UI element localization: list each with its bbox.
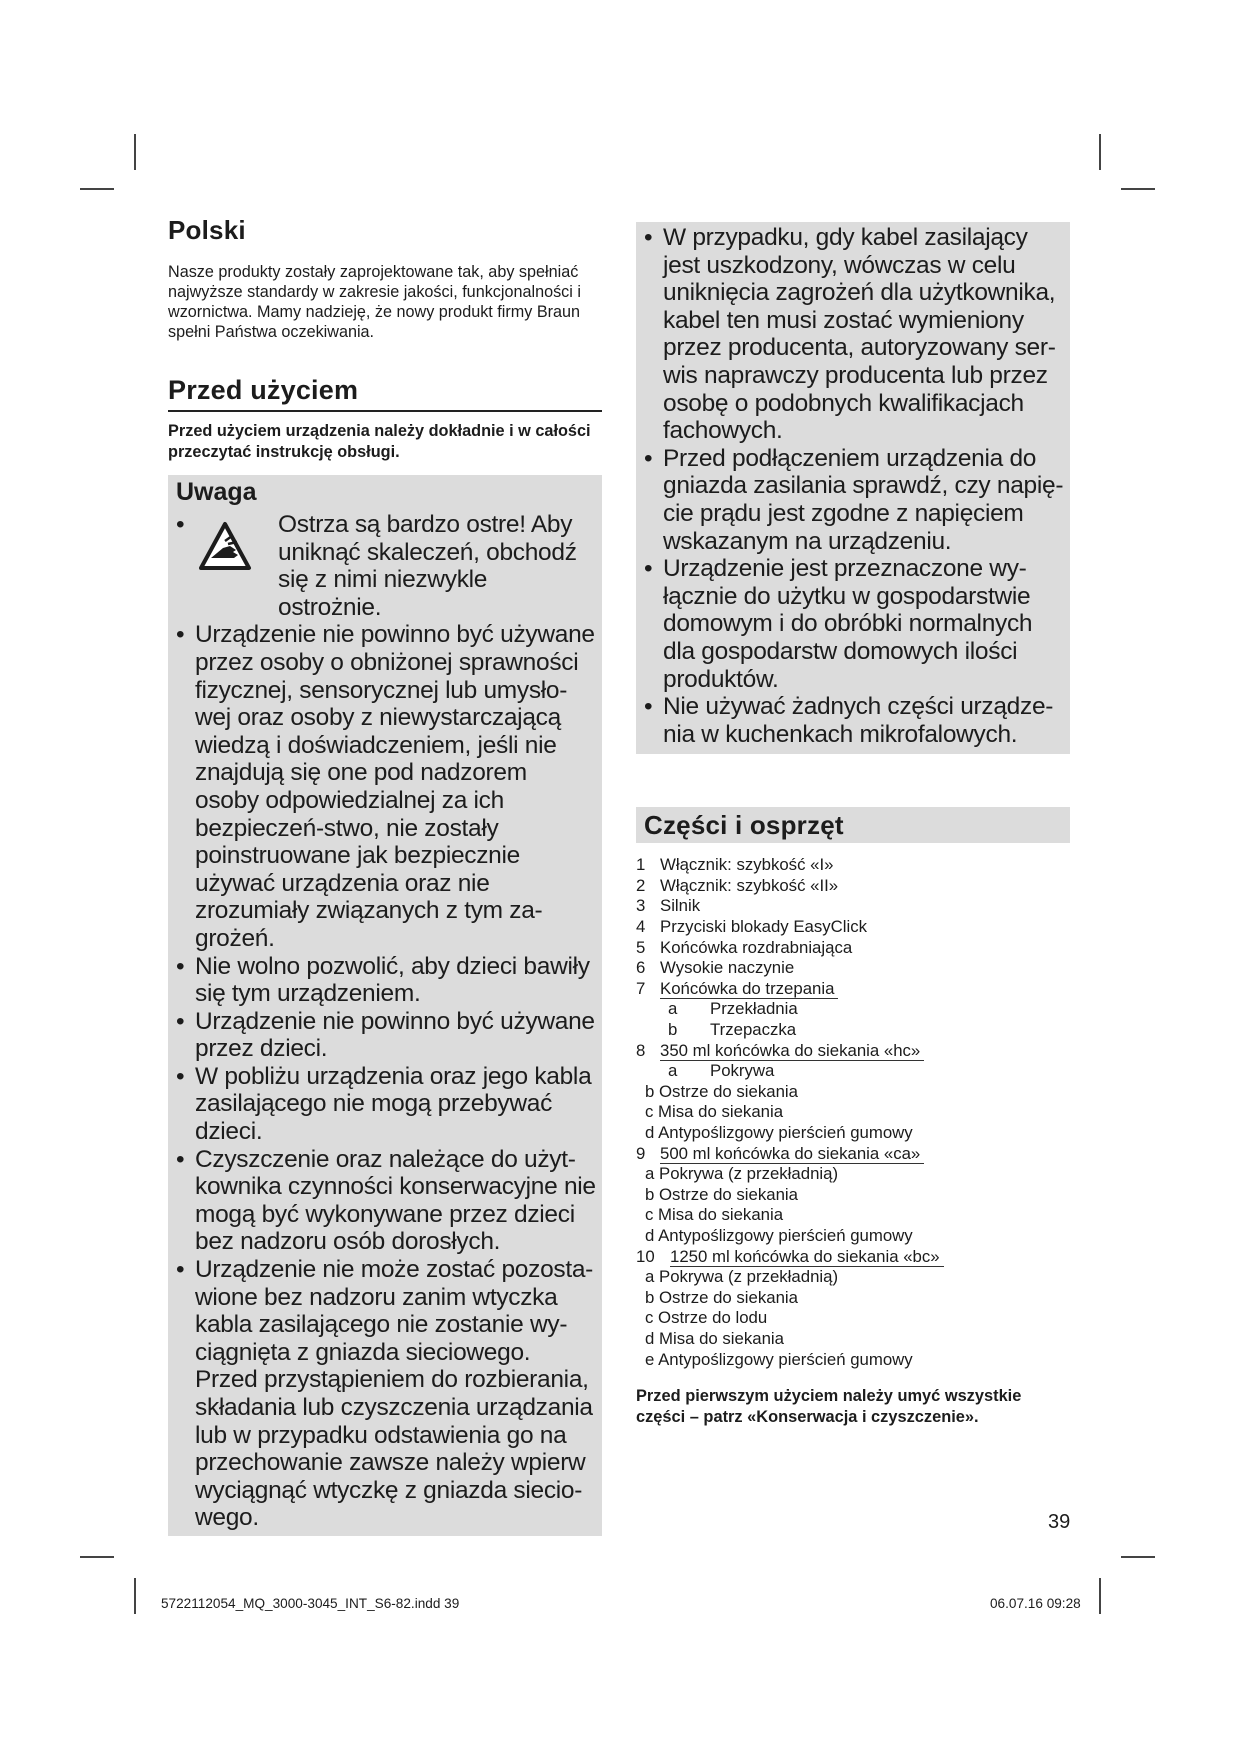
parts-row: 8 350 ml końcówka do siekania «hc»	[636, 1041, 1070, 1062]
crop-mark	[80, 188, 114, 190]
warning-item: • Nie wolno pozwolić, aby dzieci bawiły się tym urządzeniem.	[176, 953, 596, 1008]
crop-mark	[1121, 188, 1155, 190]
warning-item: • Urządzenie nie powinno być używane przez dzieci.	[176, 1008, 596, 1063]
parts-subrow: b Ostrze do siekania	[645, 1081, 798, 1101]
parts-title: Części i osprzęt	[644, 810, 844, 841]
parts-row: 4 Przyciski blokady EasyClick	[636, 917, 868, 937]
right-column	[636, 222, 1070, 1427]
parts-row: 1 Włącznik: szybkość «I»	[636, 855, 834, 875]
parts-subrow: c Misa do siekania	[645, 1205, 784, 1225]
parts-subrow: e Antypoślizgowy pierścień gumowy	[645, 1349, 913, 1369]
warning-box-continued	[636, 222, 1070, 754]
parts-row: 3 Silnik	[636, 896, 701, 916]
parts-heading	[636, 807, 1070, 843]
parts-subrow: b Ostrze do siekania	[645, 1287, 798, 1307]
warning-item: • Ostrza są bardzo ostre! Aby uniknąć skaleczeń, obchodź się z nimi niezwykle ostrożnie.	[176, 511, 577, 621]
parts-row: 2 Włącznik: szybkość «II»	[636, 875, 839, 895]
crop-mark	[1121, 1556, 1155, 1558]
left-column	[168, 215, 602, 1536]
warning-first-text: Ostrza są bardzo ostre! Aby uniknąć skaleczeń, obchodź się z nimi niezwykle ostrożnie.	[278, 511, 577, 621]
crop-mark	[80, 1556, 114, 1558]
cut-hazard-icon	[198, 521, 252, 573]
parts-row: 5 Końcówka rozdrabniająca	[636, 937, 853, 957]
before-use-title: Przed użyciem	[168, 375, 359, 405]
crop-mark	[134, 134, 136, 170]
parts-subrow: a Pokrywa (z przekładnią)	[645, 1267, 839, 1287]
parts-subrow: d Misa do siekania	[645, 1328, 784, 1348]
parts-row: 6 Wysokie naczynie	[636, 958, 795, 978]
footer-date: 06.07.16 09:28	[990, 1596, 1081, 1611]
warning-item: • W przypadku, gdy kabel zasilający jest uszkodzony, wówczas w celu uniknięcia zagrożeń dla użytkownika, kabel ten musi zostać wymieniony przez producenta, autoryzowany ser-wis naprawczy producenta lub przez osobę o podobnych kwalifikacjach fachowych.	[644, 224, 1064, 445]
crop-mark	[1099, 134, 1101, 170]
warning-item: • W pobliżu urządzenia oraz jego kabla zasilającego nie mogą przebywać dzieci.	[176, 1063, 596, 1146]
parts-row: 7 Końcówka do trzepania	[636, 979, 1070, 1000]
parts-subrow: a Pokrywa	[668, 1061, 775, 1081]
before-use-note: Przed użyciem urządzenia należy dokładnie i w całości przeczytać instrukcję obsługi.	[168, 422, 591, 461]
warning-title: Uwaga	[176, 478, 257, 506]
crop-mark	[134, 1578, 136, 1614]
warning-item: • Przed podłączeniem urządzenia do gniazda zasilania sprawdź, czy napię-cie prądu jest zgodne z napięciem wskazanym na urządzeniu.	[644, 445, 1064, 555]
warning-item: • Urządzenie jest przeznaczone wy-łącznie do użytku w gospodarstwie domowym i do obróbki normalnych dla gospodarstw domowych ilości produktów.	[644, 555, 1064, 693]
warning-box	[168, 475, 602, 1536]
parts-row: 10 1250 ml końcówka do siekania «bc»	[636, 1247, 1070, 1268]
parts-row: 9 500 ml końcówka do siekania «ca»	[636, 1144, 1070, 1165]
parts-subrow: c Misa do siekania	[645, 1102, 784, 1122]
first-use-note: Przed pierwszym użyciem należy umyć wszystkie części – patrz «Konserwacja i czyszczenie».	[636, 1387, 1022, 1426]
page-number: 39	[1048, 1511, 1071, 1533]
before-use-heading	[168, 375, 602, 412]
parts-subrow: c Ostrze do lodu	[645, 1308, 768, 1328]
warning-item: • Nie używać żadnych części urządze-nia w kuchenkach mikrofalowych.	[644, 693, 1064, 748]
parts-subrow: d Antypoślizgowy pierścień gumowy	[645, 1225, 913, 1245]
crop-mark	[1099, 1578, 1101, 1614]
parts-subrow: a Przekładnia	[668, 999, 798, 1019]
footer-file-info: 5722112054_MQ_3000-3045_INT_S6-82.indd 39	[161, 1596, 460, 1611]
parts-list	[636, 855, 1070, 1370]
parts-subrow: b Trzepaczka	[668, 1020, 797, 1040]
warning-item: • Czyszczenie oraz należące do użyt-kownika czynności konserwacyjne nie mogą być wykonywane przez dzieci bez nadzoru osób dorosłych.	[176, 1146, 596, 1256]
section-title: Polski	[168, 215, 246, 245]
parts-subrow: a Pokrywa (z przekładnią)	[645, 1164, 839, 1184]
warning-item: • Urządzenie nie powinno być używane przez osoby o obniżonej sprawności fizycznej, sensorycznej lub umysło-wej oraz osoby z niewystarczającą wiedzą i doświadczeniem, jeśli nie znajdują się one pod nadzorem osoby odpowiedzialnej za ich bezpieczeń-stwo, nie zostały poinstruowane jak bezpiecznie używać urządzenia oraz nie zrozumiały związanych z tym za-grożeń.	[176, 621, 596, 952]
warning-item: • Urządzenie nie może zostać pozosta-wione bez nadzoru zanim wtyczka kabla zasilającego nie zostanie wy-ciągnięta z gniazda sieciowego. Przed przystąpieniem do rozbierania, składania lub czyszczenia urządzania lub w przypadku odstawienia go na przechowanie zawsze należy wpierw wyciągnąć wtyczkę z gniazda siecio-wego.	[176, 1256, 596, 1532]
intro-paragraph: Nasze produkty zostały zaprojektowane tak, aby spełniać najwyższe standardy w zakresie jakości, funkcjonalności i wzornictwa. Mamy nadzieję, że nowy produkt firmy Braun spełni Państwa oczekiwania.	[168, 263, 581, 341]
parts-subrow: d Antypoślizgowy pierścień gumowy	[645, 1123, 913, 1142]
parts-subrow: b Ostrze do siekania	[645, 1184, 798, 1204]
